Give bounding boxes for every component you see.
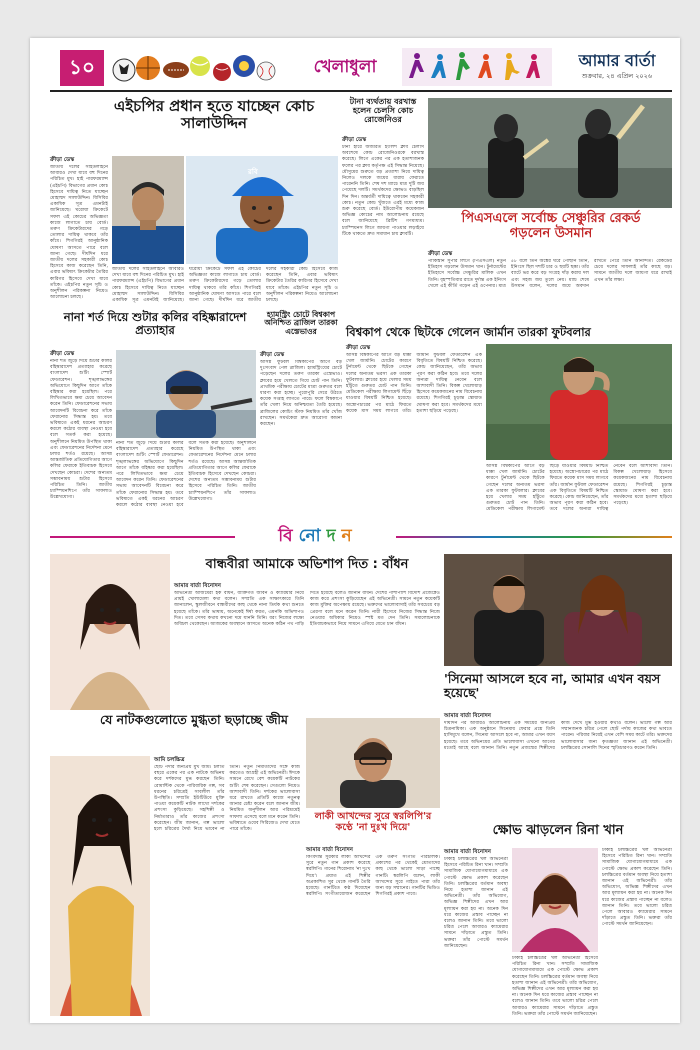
article-body: আসন্ন ফুটবল বিশ্বকাপের আগে বড় দুঃসংবাদ পেল ব্রাজিল। হ্যামস্ট্রিংয়ের চোটে পড়েছেন দলের তরুণ তারকা এস্তেভাও। ক্লাবের হয়ে খেলতে গিয়ে চোট পান তিনি। প্রাথমিক পরীক্ষায় চোটের মাত্রা গুরুতর বলে ধারণা করা হচ্ছে। পুরোপুরি সেরে উঠতে কয়েক সপ্তাহ লাগতে পারে। ফলে বিশ্বকাপে তাঁর খেলা নিয়ে অনিশ্চয়তা তৈরি হয়েছে। ব্রাজিলের কোচিং স্টাফ নিয়মিত তাঁর খোঁজ রাখছেন। সমর্থকেরা দ্রুত আরোগ্য কামনা করছেন। (260, 360, 342, 428)
band-rule-right (396, 536, 672, 538)
photo-shooter-koli (116, 350, 256, 438)
byline: ক্রীড়া ডেস্ক (342, 137, 367, 143)
band-letter-2: নো (298, 526, 321, 546)
byline: আমার বার্তা বিনোদন (174, 583, 221, 589)
photo-coach-with-cap (186, 156, 338, 264)
headline-lucky-akhand: লাকী আখন্দের সুরে স্বরলিপি'র কণ্ঠে 'না দুঃখ দিয়ে' (314, 811, 432, 833)
headline-cinema-quote: 'সিনেমা আসলে হবে না, আমার এখন বয়স হয়েছে' (444, 671, 661, 700)
headline-badhon: বান্ধবীরা আমাকে অভিশাপ দিত : বাঁধন (205, 557, 409, 572)
article-body: আসন্ন বিশ্বকাপের আগে বড় ধাক্কা খেল জার্মানি। চোটের কারণে টুর্নামেন্ট থেকে ছিটকে গেছেন দলের অন্যতম ভরসা এক তারকা ফুটবলার। ক্লাবের হয়ে খেলার সময় হাঁটুতে গুরুতর চোট পান তিনি। মেডিকেল পরীক্ষায় লিগামেন্ট ছিঁড়ে যাওয়ার বিষয়টি নিশ্চিত হয়েছে। অস্ত্রোপচারের পর মাঠে ফিরতে কয়েক মাস সময় লাগবে তাঁর। জার্মান ফুটবল ফেডারেশন এক বিবৃতিতে বিষয়টি নিশ্চিত করেছে। কোচ জানিয়েছেন, তাঁর অভাব পূরণ করা কঠিন হবে। তবে দলের অন্যরা দায়িত্ব নেবেন বলে আশাবাদী তিনি। বিকল্প খেলোয়াড় হিসেবে কয়েকজনের নাম বিবেচনায় রয়েছে। শিগগিরই চূড়ান্ত স্কোয়াড ঘোষণা করা হবে। সমর্থকদের মধ্যে হতাশা ছড়িয়ে পড়েছে। (346, 353, 482, 414)
photo-usman-batting (428, 98, 672, 208)
article-body: নানা শর্ত জুড়ে দিয়ে শুটার কলির বহিষ্কারাদেশ প্রত্যাহার করেছে বাংলাদেশ শুটিং স্পোর্ট ফেডারেশন। শৃঙ্খলাভঙ্গের অভিযোগে কিছুদিন আগে তাঁকে বহিষ্কার করা হয়েছিল। পরে লিখিতভাবে ক্ষমা চেয়ে আবেদন করেন তিনি। ফেডারেশনের সভায় আবেদনটি বিবেচনা করে তাঁকে ফেরানোর সিদ্ধান্ত হয়। তবে ভবিষ্যতে একই ধরনের আচরণ করলে কঠোর ব্যবস্থা নেওয়া হবে বলে সতর্ক করা হয়েছে। অনুশীলনে নিয়মিত উপস্থিত থাকা এবং ফেডারেশনের নির্দেশনা মেনে চলার শর্তও রয়েছে। আসন্ন আন্তর্জাতিক প্রতিযোগিতার আগে কলির ফেরাকে ইতিবাচক হিসেবে দেখছেন কোচরা। দেশের অন্যতম সম্ভাবনাময় শুটার হিসেবে পরিচিত তিনি। জাতীয় চ্যাম্পিয়নশিপে তাঁর সাফল্যও উল্লেখযোগ্য। (50, 359, 112, 501)
band-letter-4: ন (341, 526, 352, 546)
article-body: কিংবদন্তি সুরকার লাকী আখন্দের সুরে নতুন গান প্রকাশ করেছে স্বরলিপি। গানের শিরোনাম 'না দুঃখ দিয়ে'। প্রয়াত এই শিল্পীর অপ্রকাশিত সুর থেকে গানটি তৈরি হয়েছে। গানটিতে কণ্ঠ দিয়েছেন স্বরলিপি। সংগীতায়োজন করেছেন এক তরুণ সংগীত পরিচালক। প্রকাশের পর থেকেই শ্রোতাদের কাছ থেকে ভালো সাড়া পাচ্ছে গানটি। স্বরলিপি বলেন, লাকী আখন্দের সুরে গাইতে পারা তাঁর জন্য বড় সম্মানের। গানটির ভিডিও শিগগিরই প্রকাশ পাবে। (306, 855, 440, 898)
byline: ক্রীড়া ডেস্ক (50, 351, 75, 357)
sports-balls-illustration (110, 46, 280, 86)
article-body-continued: ঢাকাই চলচ্চিত্রের খল অভিনেত্রী হিসেবে পরিচিত রিনা খান। সম্প্রতি সামাজিক যোগাযোগমাধ্যমে এক পোস্টে ক্ষোভ প্রকাশ করেছেন তিনি। চলচ্চিত্রের বর্তমান অবস্থা নিয়ে হতাশা জানান এই অভিনেত্রী। তাঁর অভিযোগ, অভিজ্ঞ শিল্পীদের এখন আর মূল্যায়ন করা হয় না। অনেক দিন ধরে কাজের প্রস্তাব পাচ্ছেন না বলেও জানান তিনি। তবে ভালো চরিত্র পেলে আবারও ক্যামেরার সামনে দাঁড়াতে প্রস্তুত তিনি। ভক্তরা তাঁর পোস্টে সমর্থন জানিয়েছেন। (512, 956, 598, 1016)
byline: ক্রীড়া ডেস্ক (260, 352, 285, 358)
article-body: জাতীয় দলের সাইডলাইনে আবারও দেখা যাবে বহু দিনের পরিচিত মুখ। হাই পারফরম্যান্স (এইচপি) বিভাগের প্রধান কোচ হিসেবে দায়িত্ব নিতে যাচ্ছেন মোহাম্মদ সালাউদ্দিন। বিসিবির একাধিক সূত্র এমনটাই জানিয়েছে। ঘরোয়া ক্রিকেটে সফল এই কোচের অভিজ্ঞতা কাজে লাগাতে চায় বোর্ড। তরুণ ক্রিকেটারদের গড়ে তোলার দায়িত্ব থাকবে তাঁর কাঁধে। শিগগিরই আনুষ্ঠানিক ঘোষণা আসতে পারে বলে জানা গেছে। দীর্ঘদিন ধরে জাতীয় দলের সহকারী কোচ হিসেবে কাজ করেছেন তিনি, এবার ভবিষ্যৎ ক্রিকেটার তৈরির কারিগর হিসেবে দেখা যাবে তাঁকে। এইচপির নতুন সূচি ও অনুশীলন পরিকল্পনা নিয়েও আলোচনা চলছে। (50, 165, 108, 301)
article-body-continued: ঢাকাই চলচ্চিত্রের খল অভিনেত্রী হিসেবে পরিচিত রিনা খান। সম্প্রতি সামাজিক যোগাযোগমাধ্যমে এক পোস্টে ক্ষোভ প্রকাশ করেছেন তিনি। চলচ্চিত্রের বর্তমান অবস্থা নিয়ে হতাশা জানান এই অভিনেত্রী। তাঁর অভিযোগ, অভিজ্ঞ শিল্পীদের এখন আর মূল্যায়ন করা হয় না। অনেক দিন ধরে কাজের প্রস্তাব পাচ্ছেন না বলেও জানান তিনি। তবে ভালো চরিত্র পেলে আবারও ক্যামেরার সামনে দাঁড়াতে প্রস্তুত তিনি। ভক্তরা তাঁর পোস্টে সমর্থন জানিয়েছেন। (602, 848, 672, 928)
byline: আমি চলচ্চিত্র (154, 757, 185, 763)
newspaper-page (30, 38, 680, 1023)
photo-coach-salauddin (112, 156, 184, 264)
article-body: পাকিস্তান সুপার লিগে (পিএসএল) নতুন ইতিহাস গড়লেন উসমান খান। টুর্নামেন্টের ইতিহাসে সর্বোচ্চ সেঞ্চুরির মালিক এখন তিনি। বৃহস্পতিবার রাতে দুর্দান্ত এক ইনিংস খেলে এই কীর্তি গড়েন এই ওপেনার। মাত্র ৫৮ বলে তিন অঙ্কের ঘরে পৌঁছান তিনি, ইনিংসে ছিল দশটি চার ও ছয়টি ছক্কা। তাঁর ব্যাটে ভর করে বড় সংগ্রহ দাঁড় করায় দল এবং সহজ জয় তুলে নেয়। ম্যাচ শেষে উসমান বলেন, দলের জয়ে অবদান রাখতে পেরে তিনি আনন্দিত। রেকর্ডের চেয়ে দলের সাফল্যই তাঁর কাছে বড়। সামনে জাতীয় দলে জায়গা ধরে রাখাই এখন তাঁর লক্ষ্য। (428, 259, 672, 289)
band-letter-1: বি (278, 526, 293, 546)
article-body: টানা হারে জর্জরিত ইংলিশ ক্লাব চেলসি অবশেষে কোচ রোজেনিওরকে বরখাস্ত করেছে। লিগে একের পর এক হতাশাজনক ফলের পর ক্লাব কর্তৃপক্ষ এই সিদ্ধান্ত নিয়েছে। মৌসুমের শুরুতে বড় প্রত্যাশা নিয়ে দায়িত্ব নিলেও দলকে জয়ের ধারায় ফেরাতে পারেননি তিনি। শেষ দশ ম্যাচে মাত্র দুটি জয় পেয়েছে দলটি। সমর্থকদের ক্ষোভও বাড়ছিল দিন দিন। অন্তর্বর্তী দায়িত্বে থাকবেন সহকারী কোচ। নতুন কোচ খুঁজতে এরই মধ্যে কাজ শুরু করেছে বোর্ড। ইউরোপীয় কয়েকজন অভিজ্ঞ কোচের নাম আলোচনায় রয়েছে বলে জানিয়েছে ব্রিটিশ গণমাধ্যম। চ্যাম্পিয়নস লিগে জায়গা পাওয়ার লড়াইয়ে টিকে থাকতে দ্রুত সমাধান চায় ক্লাবটি। (342, 145, 424, 237)
cap-logo-text: রবি (248, 168, 258, 176)
headline-salauddin: এইচপির প্রধান হতে যাচ্ছেন কোচ সালাউদ্দিন (113, 97, 315, 132)
article-body: অভিনেত্রী আজমেরী হক বাঁধন, ব্যক্তিগত জীবন ও ক্যারিয়ার নিয়ে প্রায়ই খোলামেলা কথা বলেন। সম্প্রতি এক সাক্ষাৎকারে তিনি জানালেন, স্কুলজীবনে বান্ধবীদের কাছ থেকে নানা তির্যক কথা শুনতে হয়েছে তাঁকে। তাঁর ভাষায়, অনেকেই ঈর্ষা করত, এমনকি অভিশাপও দিত। তবে সেসব কথায় কখনো দমে যাননি তিনি। বরং নিজের লক্ষ্যে অবিচল থেকেছেন। আজকের অবস্থানে আসতে অনেক কঠিন পথ পাড়ি দিতে হয়েছে বলেও জানান বাঁধন। দেশের পাশাপাশি বিদেশি প্রজেক্টেও কাজ করে প্রশংসা কুড়িয়েছেন এই অভিনেত্রী। সামনে নতুন কয়েকটি কাজ মুক্তির অপেক্ষায় রয়েছে। ভক্তদের ভালোবাসাই তাঁর সবচেয়ে বড় প্রেরণা বলে মনে করেন তিনি। নারী হিসেবে নিজের সিদ্ধান্ত নিজে নেওয়ার অধিকার নিয়েও স্পষ্ট মত দেন তিনি। সমালোচনাকে ইতিবাচকভাবে নিয়ে সামনে এগিয়ে যেতে চান বাঁধন। (174, 591, 440, 628)
headline-estevao-injury: হ্যামস্ট্রিং চোটে বিশ্বকাপ অনিশ্চিত ব্রাজিল তারকা এস্তেভাওর (264, 310, 338, 336)
photo-singer-swaralipi (306, 718, 440, 808)
article-body-continued: আসন্ন বিশ্বকাপের আগে বড় ধাক্কা খেল জার্মানি। চোটের কারণে টুর্নামেন্ট থেকে ছিটকে গেছেন দলের অন্যতম ভরসা এক তারকা ফুটবলার। ক্লাবের হয়ে খেলার সময় হাঁটুতে গুরুতর চোট পান তিনি। মেডিকেল পরীক্ষায় লিগামেন্ট ছিঁড়ে যাওয়ার বিষয়টি নিশ্চিত হয়েছে। অস্ত্রোপচারের পর মাঠে ফিরতে কয়েক মাস সময় লাগবে তাঁর। জার্মান ফুটবল ফেডারেশন এক বিবৃতিতে বিষয়টি নিশ্চিত করেছে। কোচ জানিয়েছেন, তাঁর অভাব পূরণ করা কঠিন হবে। তবে দলের অন্যরা দায়িত্ব নেবেন বলে আশাবাদী তিনি। বিকল্প খেলোয়াড় হিসেবে কয়েকজনের নাম বিবেচনায় রয়েছে। শিগগিরই চূড়ান্ত স্কোয়াড ঘোষণা করা হবে। সমর্থকদের মধ্যে হতাশা ছড়িয়ে পড়েছে। (486, 464, 672, 513)
band-rule-left (50, 536, 235, 538)
issue-date: শুক্রবার, ২৪ এপ্রিল ২০২৬ (581, 72, 653, 80)
byline: ক্রীড়া ডেস্ক (50, 157, 75, 163)
headline-chelsea-coach: টানা ব্যর্থতায় বরখাস্ত হলেন চেলসি কোচ রোজেনিওর (349, 97, 417, 124)
page-number: ১০ (60, 50, 104, 86)
headline-rina-khan: ক্ষোভ ঝাড়লেন রিনা খান (492, 823, 624, 838)
header-rule (50, 90, 672, 92)
byline: আমার বার্তা বিনোদন (444, 713, 491, 719)
byline: ক্রীড়া ডেস্ক (428, 251, 453, 257)
byline: আমার বার্তা বিনোদন (444, 849, 491, 855)
article-body: ঢাকাই চলচ্চিত্রের খল অভিনেত্রী হিসেবে পরিচিত রিনা খান। সম্প্রতি সামাজিক যোগাযোগমাধ্যমে এক পোস্টে ক্ষোভ প্রকাশ করেছেন তিনি। চলচ্চিত্রের বর্তমান অবস্থা নিয়ে হতাশা জানান এই অভিনেত্রী। তাঁর অভিযোগ, অভিজ্ঞ শিল্পীদের এখন আর মূল্যায়ন করা হয় না। অনেক দিন ধরে কাজের প্রস্তাব পাচ্ছেন না বলেও জানান তিনি। তবে ভালো চরিত্র পেলে আবারও ক্যামেরার সামনে দাঁড়াতে প্রস্তুত তিনি। ভক্তরা তাঁর পোস্টে সমর্থন জানিয়েছেন। (444, 857, 508, 949)
byline: ক্রীড়া ডেস্ক (346, 345, 371, 351)
headline-usman-record: পিএসএলে সর্বোচ্চ সেঞ্চুরির রেকর্ড গড়লেন উসমান (461, 211, 641, 241)
photo-german-footballer (486, 344, 672, 460)
headline-jim-dramas: যে নাটকগুলোতে মুগ্ধতা ছড়াচ্ছে জীম (100, 712, 288, 727)
athletes-silhouette-illustration (402, 48, 552, 86)
section-title: খেলাধুলা (313, 57, 377, 77)
photo-actress-jim (50, 756, 150, 1016)
article-body: ছোট পর্দার জনপ্রিয় মুখ জীম। চলতি বছরে একের পর এক নাটকে অভিনয় করে দর্শকদের মুগ্ধ করছেন তিনি। রোমান্টিক থেকে পারিবারিক গল্প, সব ধরনের চরিত্রেই সাবলীল তাঁর উপস্থিতি। সম্প্রতি ইউটিউবে মুক্তি পাওয়া কয়েকটি নাটক লাখো দর্শকের প্রশংসা কুড়িয়েছে। সহশিল্পী ও নির্মাতারাও তাঁর কাজের প্রশংসা করেছেন। জীম জানান, গল্প ভালো হলে চরিত্রের দৈর্ঘ্য নিয়ে ভাবেন না তিনি। নতুন নির্মাতাদের সঙ্গে কাজ করতেও আগ্রহী এই অভিনেত্রী। ঈদকে সামনে রেখে বেশ কয়েকটি নাটকের শুটিং শেষ করেছেন। সেগুলো নিয়েও আশাবাদী তিনি। দর্শকের ভালোবাসা ধরে রাখতে প্রতিটি কাজে নতুনত্ব আনার চেষ্টা করেন বলে জানান জীম। নিয়মিত অনুশীলন আর পরিশ্রমেই সাফল্য এসেছে বলে মনে করেন তিনি। ভবিষ্যতে ওয়েব সিরিজেও দেখা যেতে পারে তাঁকে। (154, 765, 300, 833)
byline: আমার বার্তা বিনোদন (306, 847, 353, 853)
band-letter-3: দ (326, 526, 336, 546)
photo-actress-rina-khan (512, 848, 598, 952)
headline-shooter-koli: নানা শর্ত দিয়ে শুটার কলির বহিষ্কারাদেশ প্রত্যাহার (63, 310, 247, 337)
article-body: দীর্ঘদিন পর আবারও আলোচনায় এক সময়ের জনপ্রিয় চিত্রনায়িকা। এক অনুষ্ঠানে সিনেমায় ফেরার প্রশ্নে তিনি হাসিমুখে বলেন, সিনেমা আসলে হবে না, আমার এখন বয়স হয়েছে। তবে অভিনয়ের প্রতি ভালোবাসা এখনো আগের মতোই আছে বলে জানান তিনি। নতুন প্রজন্মের শিল্পীদের কাজ দেখে মুগ্ধ হওয়ার কথাও বলেন। ভালো গল্প আর সম্মানজনক চরিত্র পেলে ছোট পর্দায় কাজের কথা ভাবতে পারেন। পরিবার নিয়েই এখন বেশি সময় কাটে তাঁর। ভক্তদের ভালোবাসার জন্য কৃতজ্ঞতা জানান এই অভিনেত্রী। চলচ্চিত্রের সোনালি দিনের স্মৃতিচারণও করেন তিনি। (444, 721, 672, 751)
entertainment-band (240, 526, 390, 548)
photo-actress-badhon (50, 554, 170, 710)
masthead: আমার বার্তা (578, 51, 656, 70)
photo-actor-couple (444, 554, 672, 666)
article-body-continued: নানা শর্ত জুড়ে দিয়ে শুটার কলির বহিষ্কারাদেশ প্রত্যাহার করেছে বাংলাদেশ শুটিং স্পোর্ট ফেডারেশন। শৃঙ্খলাভঙ্গের অভিযোগে কিছুদিন আগে তাঁকে বহিষ্কার করা হয়েছিল। পরে লিখিতভাবে ক্ষমা চেয়ে আবেদন করেন তিনি। ফেডারেশনের সভায় আবেদনটি বিবেচনা করে তাঁকে ফেরানোর সিদ্ধান্ত হয়। তবে ভবিষ্যতে একই ধরনের আচরণ করলে কঠোর ব্যবস্থা নেওয়া হবে বলে সতর্ক করা হয়েছে। অনুশীলনে নিয়মিত উপস্থিত থাকা এবং ফেডারেশনের নির্দেশনা মেনে চলার শর্তও রয়েছে। আসন্ন আন্তর্জাতিক প্রতিযোগিতার আগে কলির ফেরাকে ইতিবাচক হিসেবে দেখছেন কোচরা। দেশের অন্যতম সম্ভাবনাময় শুটার হিসেবে পরিচিত তিনি। জাতীয় চ্যাম্পিয়নশিপে তাঁর সাফল্যও উল্লেখযোগ্য। (116, 441, 256, 509)
article-body-continued: জাতীয় দলের সাইডলাইনে আবারও দেখা যাবে বহু দিনের পরিচিত মুখ। হাই পারফরম্যান্স (এইচপি) বিভাগের প্রধান কোচ হিসেবে দায়িত্ব নিতে যাচ্ছেন মোহাম্মদ সালাউদ্দিন। বিসিবির একাধিক সূত্র এমনটাই জানিয়েছে। ঘরোয়া ক্রিকেটে সফল এই কোচের অভিজ্ঞতা কাজে লাগাতে চায় বোর্ড। তরুণ ক্রিকেটারদের গড়ে তোলার দায়িত্ব থাকবে তাঁর কাঁধে। শিগগিরই আনুষ্ঠানিক ঘোষণা আসতে পারে বলে জানা গেছে। দীর্ঘদিন ধরে জাতীয় দলের সহকারী কোচ হিসেবে কাজ করেছেন তিনি, এবার ভবিষ্যৎ ক্রিকেটার তৈরির কারিগর হিসেবে দেখা যাবে তাঁকে। এইচপির নতুন সূচি ও অনুশীলন পরিকল্পনা নিয়েও আলোচনা চলছে। (112, 267, 338, 304)
headline-german-star: বিশ্বকাপ থেকে ছিটকে গেলেন জার্মান তারকা ফুটবলার (346, 325, 591, 339)
